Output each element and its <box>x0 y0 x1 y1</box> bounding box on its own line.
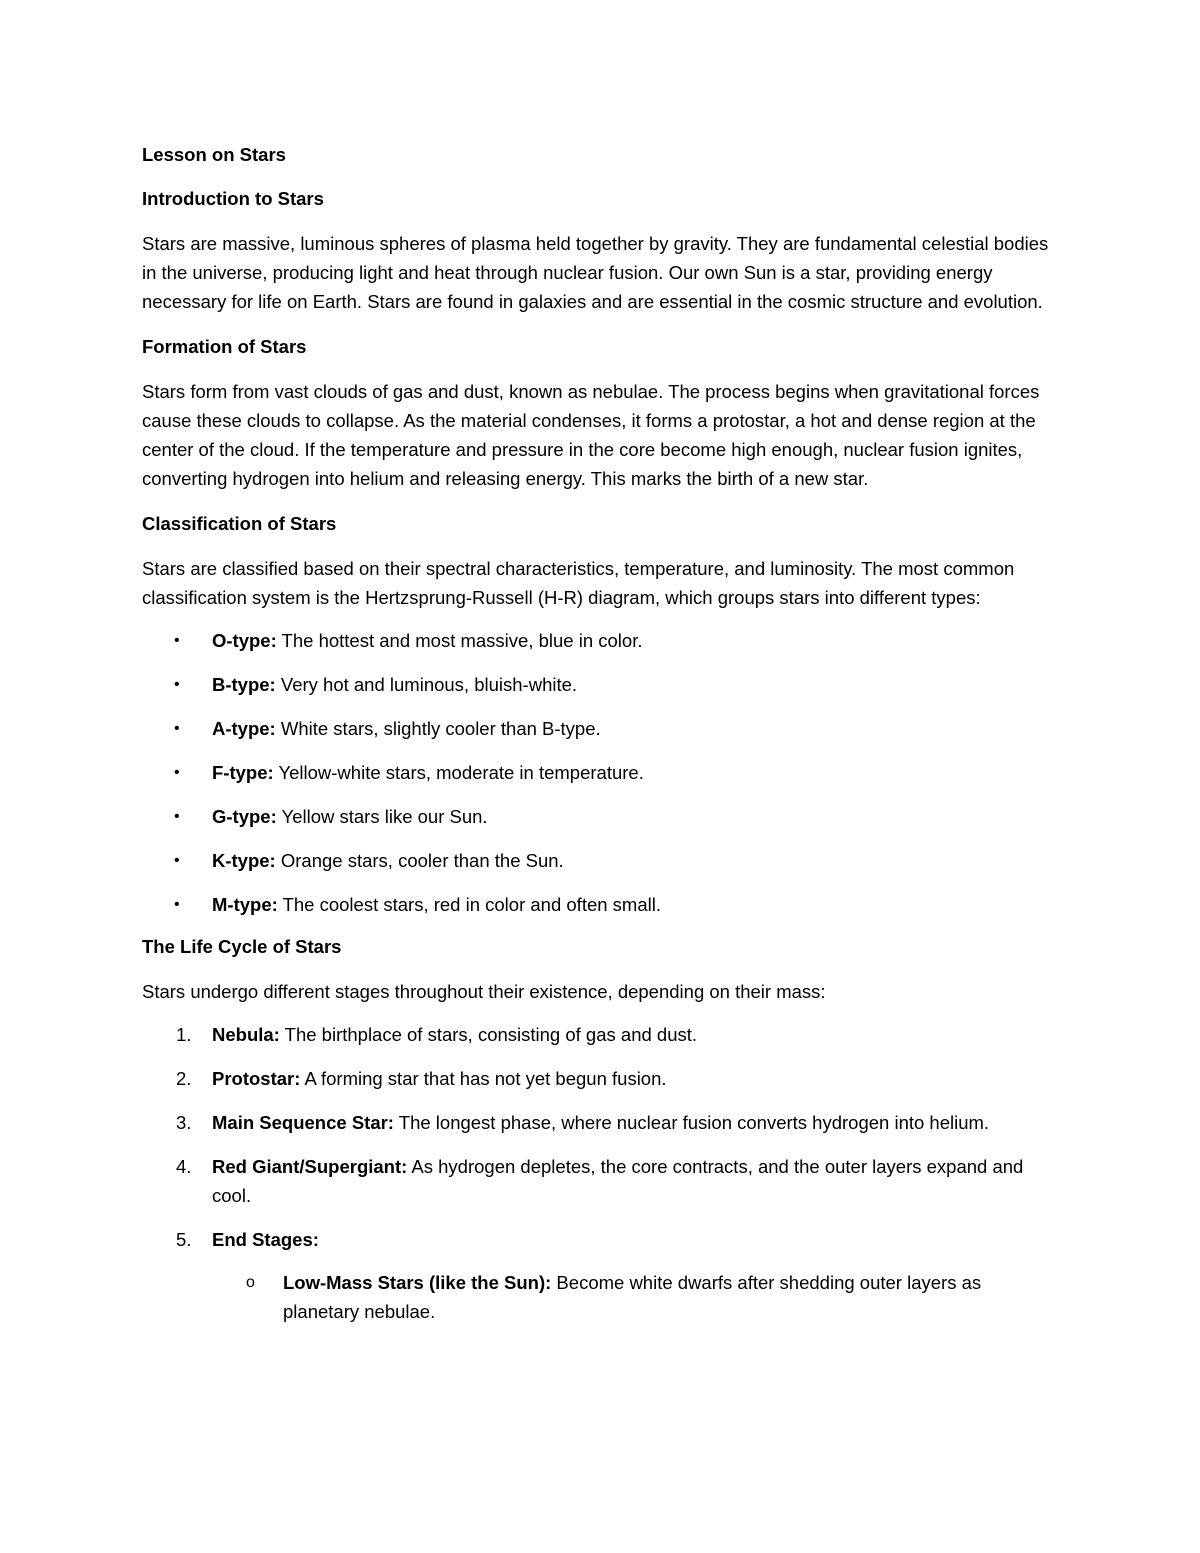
list-item <box>142 1020 1057 1049</box>
list-item-term: Main Sequence Star: <box>212 1112 394 1133</box>
heading-introduction: Introduction to Stars <box>142 188 324 209</box>
bullet-icon: • <box>174 852 180 869</box>
list-number: 2. <box>176 1068 192 1089</box>
list-item <box>142 1108 1057 1137</box>
list-item-description: Become white dwarfs after shedding outer layers as planetary nebulae. <box>283 1272 982 1322</box>
document-title: Lesson on Stars <box>142 144 286 165</box>
paragraph-life-cycle: Stars undergo different stages throughout their existence, depending on their mass: <box>142 981 826 1002</box>
heading-life-cycle: The Life Cycle of Stars <box>142 936 342 957</box>
list-item <box>142 1152 1057 1210</box>
list-item <box>142 1064 1057 1093</box>
list-item-description: As hydrogen depletes, the core contracts, and the outer layers expand and cool. <box>212 1156 1024 1206</box>
bullet-icon: • <box>174 720 180 737</box>
list-number: 5. <box>176 1229 192 1250</box>
list-item-description: The hottest and most massive, blue in color. <box>276 630 643 651</box>
bullet-icon: • <box>174 676 180 693</box>
star-type-list <box>142 626 1057 919</box>
bullet-icon: • <box>174 808 180 825</box>
list-item-term: G-type: <box>212 806 277 827</box>
list-item-description: The birthplace of stars, consisting of gas and dust. <box>279 1024 698 1045</box>
life-cycle-stage-list <box>142 1020 1057 1326</box>
list-item <box>142 1225 1057 1326</box>
list-item <box>212 1268 1057 1326</box>
list-item-description: Yellow-white stars, moderate in temperature. <box>273 762 644 783</box>
list-item-term: M-type: <box>212 894 278 915</box>
list-item-description: Yellow stars like our Sun. <box>276 806 488 827</box>
end-stage-list <box>212 1268 1057 1326</box>
list-item-term: Nebula: <box>212 1024 280 1045</box>
list-item-term: B-type: <box>212 674 276 695</box>
list-item-description: Orange stars, cooler than the Sun. <box>275 850 564 871</box>
list-item <box>142 626 1057 655</box>
list-item-term: End Stages: <box>212 1229 319 1250</box>
list-number: 3. <box>176 1112 192 1133</box>
list-item-description: The coolest stars, red in color and often small. <box>277 894 661 915</box>
heading-classification: Classification of Stars <box>142 513 337 534</box>
list-number: 4. <box>176 1156 192 1177</box>
bullet-icon: • <box>174 764 180 781</box>
paragraph-formation: Stars form from vast clouds of gas and dust, known as nebulae. The process begins when gravitational forces cause these clouds to collapse. As the material condenses, it forms a protostar, a hot and dense region at the center of the cloud. If the temperature and pressure in the core become high enough, nuclear fusion ignites, converting hydrogen into helium and releasing energy. This marks the birth of a new star. <box>142 381 1040 489</box>
list-item-term: F-type: <box>212 762 274 783</box>
paragraph-introduction: Stars are massive, luminous spheres of plasma held together by gravity. They are fundamental celestial bodies in the universe, producing light and heat through nuclear fusion. Our own Sun is a star, providing energy necessary for life on Earth. Stars are found in galaxies and are essential in the cosmic structure and evolution. <box>142 233 1049 312</box>
list-item-description: The longest phase, where nuclear fusion converts hydrogen into helium. <box>393 1112 990 1133</box>
list-item-description: Very hot and luminous, bluish-white. <box>275 674 578 695</box>
list-item-term: O-type: <box>212 630 277 651</box>
paragraph-classification: Stars are classified based on their spectral characteristics, temperature, and luminosity. The most common classification system is the Hertzsprung-Russell (H-R) diagram, which groups stars into different types: <box>142 558 1015 608</box>
bullet-icon: • <box>174 896 180 913</box>
list-item <box>142 714 1057 743</box>
list-item-term: Red Giant/Supergiant: <box>212 1156 408 1177</box>
list-item <box>142 758 1057 787</box>
list-item <box>142 802 1057 831</box>
list-item-term: K-type: <box>212 850 276 871</box>
document-page <box>142 142 1057 1341</box>
list-item-description: White stars, slightly cooler than B-type. <box>275 718 601 739</box>
list-item <box>142 890 1057 919</box>
bullet-icon: • <box>174 632 180 649</box>
list-item-term: Low-Mass Stars (like the Sun): <box>283 1272 552 1293</box>
list-item <box>142 670 1057 699</box>
list-item-term: Protostar: <box>212 1068 301 1089</box>
list-item-description: A forming star that has not yet begun fusion. <box>300 1068 667 1089</box>
heading-formation: Formation of Stars <box>142 336 307 357</box>
list-number: 1. <box>176 1024 192 1045</box>
circle-bullet-icon: o <box>246 1274 255 1291</box>
list-item <box>142 846 1057 875</box>
list-item-term: A-type: <box>212 718 276 739</box>
